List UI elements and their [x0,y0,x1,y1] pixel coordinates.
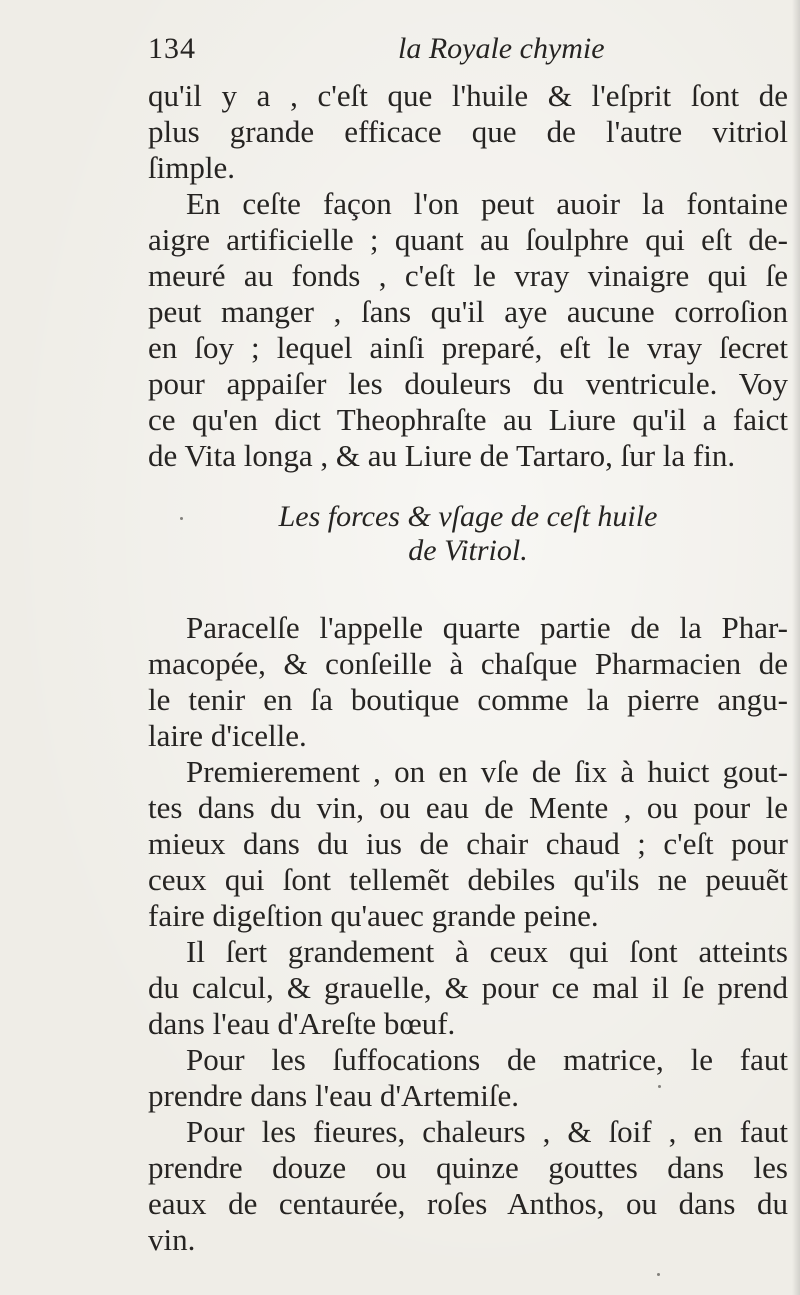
page-header [148,32,788,72]
text-line: meuré au fonds , c'eſt le vray vinaigre qui ſe [148,258,788,293]
paper-speck [180,517,183,520]
text-line: prendre douze ou quinze gouttes dans les [148,1150,788,1185]
page-edge-shadow [792,0,800,1295]
text-line: ſimple. [148,150,235,185]
paper-speck [658,1085,661,1088]
text-line: eaux de centaurée, roſes Anthos, ou dans du [148,1186,788,1221]
running-title: la Royale chymie [398,32,605,65]
text-line: plus grande efficace que de l'autre vitriol [148,114,788,149]
text-line: du calcul, & grauelle, & pour ce mal il ſe prend [148,970,788,1005]
text-line: ceux qui ſont tellemẽt debiles qu'ils ne peuuẽt [148,862,788,897]
section-heading-continued: de Vitriol. [408,534,528,567]
text-line: faire digeſtion qu'auec grande peine. [148,898,599,933]
text-line: vin. [148,1222,196,1257]
text-line: le tenir en ſa boutique comme la pierre angu- [148,682,788,717]
text-line: En ceſte façon l'on peut auoir la fontaine [186,186,788,221]
text-line: tes dans du vin, ou eau de Mente , ou pour le [148,790,788,825]
text-line: Il ſert grandement à ceux qui ſont atteints [186,934,788,969]
text-line: en ſoy ; lequel ainſi preparé, eſt le vray ſecret [148,330,788,365]
paper-speck [657,1273,660,1276]
text-line: peut manger , ſans qu'il aye aucune corroſion [148,294,788,329]
text-line: prendre dans l'eau d'Artemiſe. [148,1078,519,1113]
text-line: macopée, & conſeille à chaſque Pharmacien de [148,646,788,681]
text-line: Pour les fieures, chaleurs , & ſoif , en faut [186,1114,788,1149]
text-line: de Vita longa , & au Liure de Tartaro, ſur la fin. [148,438,736,473]
text-line: laire d'icelle. [148,718,307,753]
section-heading: Les forces & vſage de ceſt huile [278,500,658,533]
text-line: aigre artificielle ; quant au ſoulphre qui eſt de- [148,222,788,257]
text-line: pour appaiſer les douleurs du ventricule. Voy [148,366,788,401]
text-line: Paracelſe l'appelle quarte partie de la Phar- [186,610,788,645]
text-line: ce qu'en dict Theophraſte au Liure qu'il a faict [148,402,788,437]
text-line: qu'il y a , c'eſt que l'huile & l'eſprit ſont de [148,78,788,113]
text-line: Premierement , on en vſe de ſix à huict gout- [186,754,788,789]
page-number: 134 [148,32,196,65]
text-line: dans l'eau d'Areſte bœuf. [148,1006,456,1041]
text-line: mieux dans du ius de chair chaud ; c'eſt pour [148,826,788,861]
text-line: Pour les ſuffocations de matrice, le faut [186,1042,788,1077]
